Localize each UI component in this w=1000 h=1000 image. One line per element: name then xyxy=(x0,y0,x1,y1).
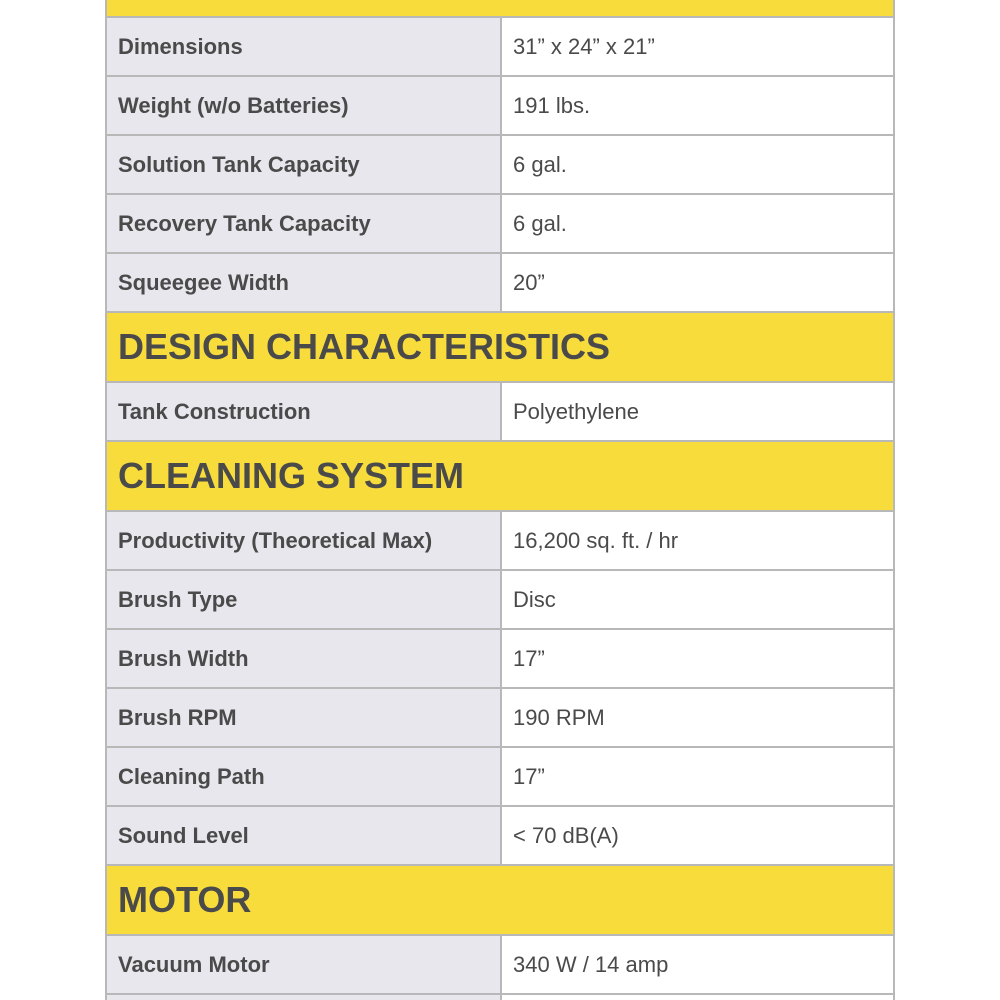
spec-value: 31” x 24” x 21” xyxy=(502,18,893,75)
spec-value: Polyethylene xyxy=(502,383,893,440)
spec-row-recovery-tank xyxy=(107,195,893,254)
spec-label: Tank Construction xyxy=(107,383,502,440)
spec-label: Vacuum Motor xyxy=(107,936,502,993)
spec-value: 6 gal. xyxy=(502,136,893,193)
spec-label: Solution Tank Capacity xyxy=(107,136,502,193)
spec-value: < 70 dB(A) xyxy=(502,807,893,864)
spec-row-cleaning-path xyxy=(107,748,893,807)
spec-row-sound-level xyxy=(107,807,893,866)
spec-value xyxy=(502,995,893,1000)
spec-row-squeegee-width xyxy=(107,254,893,313)
spec-row-brush-width xyxy=(107,630,893,689)
section-header-motor: MOTOR xyxy=(107,866,893,936)
spec-value: 191 lbs. xyxy=(502,77,893,134)
spec-label: Recovery Tank Capacity xyxy=(107,195,502,252)
spec-value: Disc xyxy=(502,571,893,628)
spec-label: Brush RPM xyxy=(107,689,502,746)
spec-label: Brush Type xyxy=(107,571,502,628)
spec-row-brush-rpm xyxy=(107,689,893,748)
section-header-partial xyxy=(107,0,893,18)
spec-row-productivity xyxy=(107,512,893,571)
spec-label: Brush Width xyxy=(107,630,502,687)
spec-label: Dimensions xyxy=(107,18,502,75)
spec-label: Cleaning Path xyxy=(107,748,502,805)
spec-row-weight xyxy=(107,77,893,136)
section-header-cleaning: CLEANING SYSTEM xyxy=(107,442,893,512)
spec-value: 16,200 sq. ft. / hr xyxy=(502,512,893,569)
spec-value: 17” xyxy=(502,748,893,805)
specifications-table xyxy=(105,0,895,1000)
spec-row-tank-construction xyxy=(107,383,893,442)
section-header-design: DESIGN CHARACTERISTICS xyxy=(107,313,893,383)
spec-value: 340 W / 14 amp xyxy=(502,936,893,993)
spec-row-dimensions xyxy=(107,18,893,77)
spec-row-solution-tank xyxy=(107,136,893,195)
spec-value: 20” xyxy=(502,254,893,311)
spec-label: Productivity (Theoretical Max) xyxy=(107,512,502,569)
spec-value: 17” xyxy=(502,630,893,687)
spec-row-vacuum-motor xyxy=(107,936,893,995)
spec-label xyxy=(107,995,502,1000)
spec-value: 6 gal. xyxy=(502,195,893,252)
spec-value: 190 RPM xyxy=(502,689,893,746)
spec-row-partial xyxy=(107,995,893,1000)
spec-row-brush-type xyxy=(107,571,893,630)
spec-label: Squeegee Width xyxy=(107,254,502,311)
spec-label: Weight (w/o Batteries) xyxy=(107,77,502,134)
spec-label: Sound Level xyxy=(107,807,502,864)
